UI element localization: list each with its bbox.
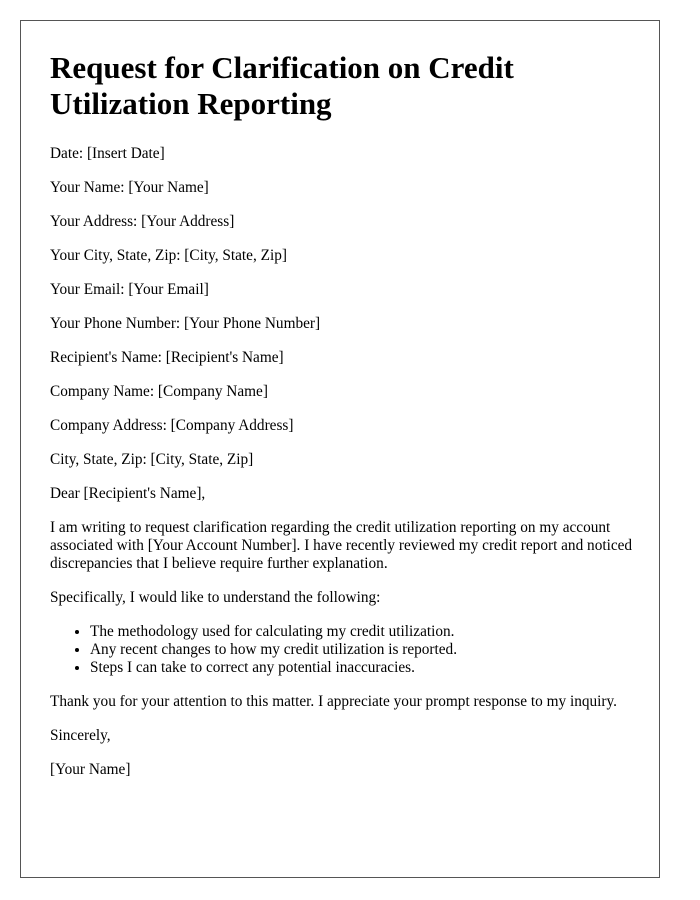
closing-paragraph: Thank you for your attention to this matter. I appreciate your prompt response to my inquiry. xyxy=(50,693,617,710)
salutation: Dear [Recipient's Name], xyxy=(50,485,206,502)
sender-phone-line: Your Phone Number: [Your Phone Number] xyxy=(50,315,321,332)
company-city-line: City, State, Zip: [City, State, Zip] xyxy=(50,451,254,468)
list-item: • Any recent changes to how my credit utilization is reported. xyxy=(90,641,635,659)
letter-header-block xyxy=(50,145,635,469)
sender-city-line: Your City, State, Zip: [City, State, Zip] xyxy=(50,247,287,264)
list-item: • Steps I can take to correct any potential inaccuracies. xyxy=(90,659,635,677)
company-name-line: Company Name: [Company Name] xyxy=(50,383,268,400)
company-address-line: Company Address: [Company Address] xyxy=(50,417,294,434)
signature: [Your Name] xyxy=(50,761,131,778)
sign-off: Sincerely, xyxy=(50,727,111,744)
date-line: Date: [Insert Date] xyxy=(50,145,165,162)
body-paragraph: I am writing to request clarification regarding the credit utilization reporting on my account associated with [Your Account Number]. I have recently reviewed my credit report and noticed discrepancies that I believe require further explanation. xyxy=(50,519,633,572)
recipient-name-line: Recipient's Name: [Recipient's Name] xyxy=(50,349,284,366)
letter-title: Request for Clarification on Credit Utilization Reporting xyxy=(50,50,514,121)
sender-email-line: Your Email: [Your Email] xyxy=(50,281,209,298)
clarification-list xyxy=(50,623,635,677)
list-intro-paragraph: Specifically, I would like to understand the following: xyxy=(50,589,381,606)
sender-address-line: Your Address: [Your Address] xyxy=(50,213,235,230)
letter-page xyxy=(20,20,660,878)
letter-content xyxy=(50,50,635,795)
list-item: • The methodology used for calculating my credit utilization. xyxy=(90,623,635,641)
sender-name-line: Your Name: [Your Name] xyxy=(50,179,209,196)
